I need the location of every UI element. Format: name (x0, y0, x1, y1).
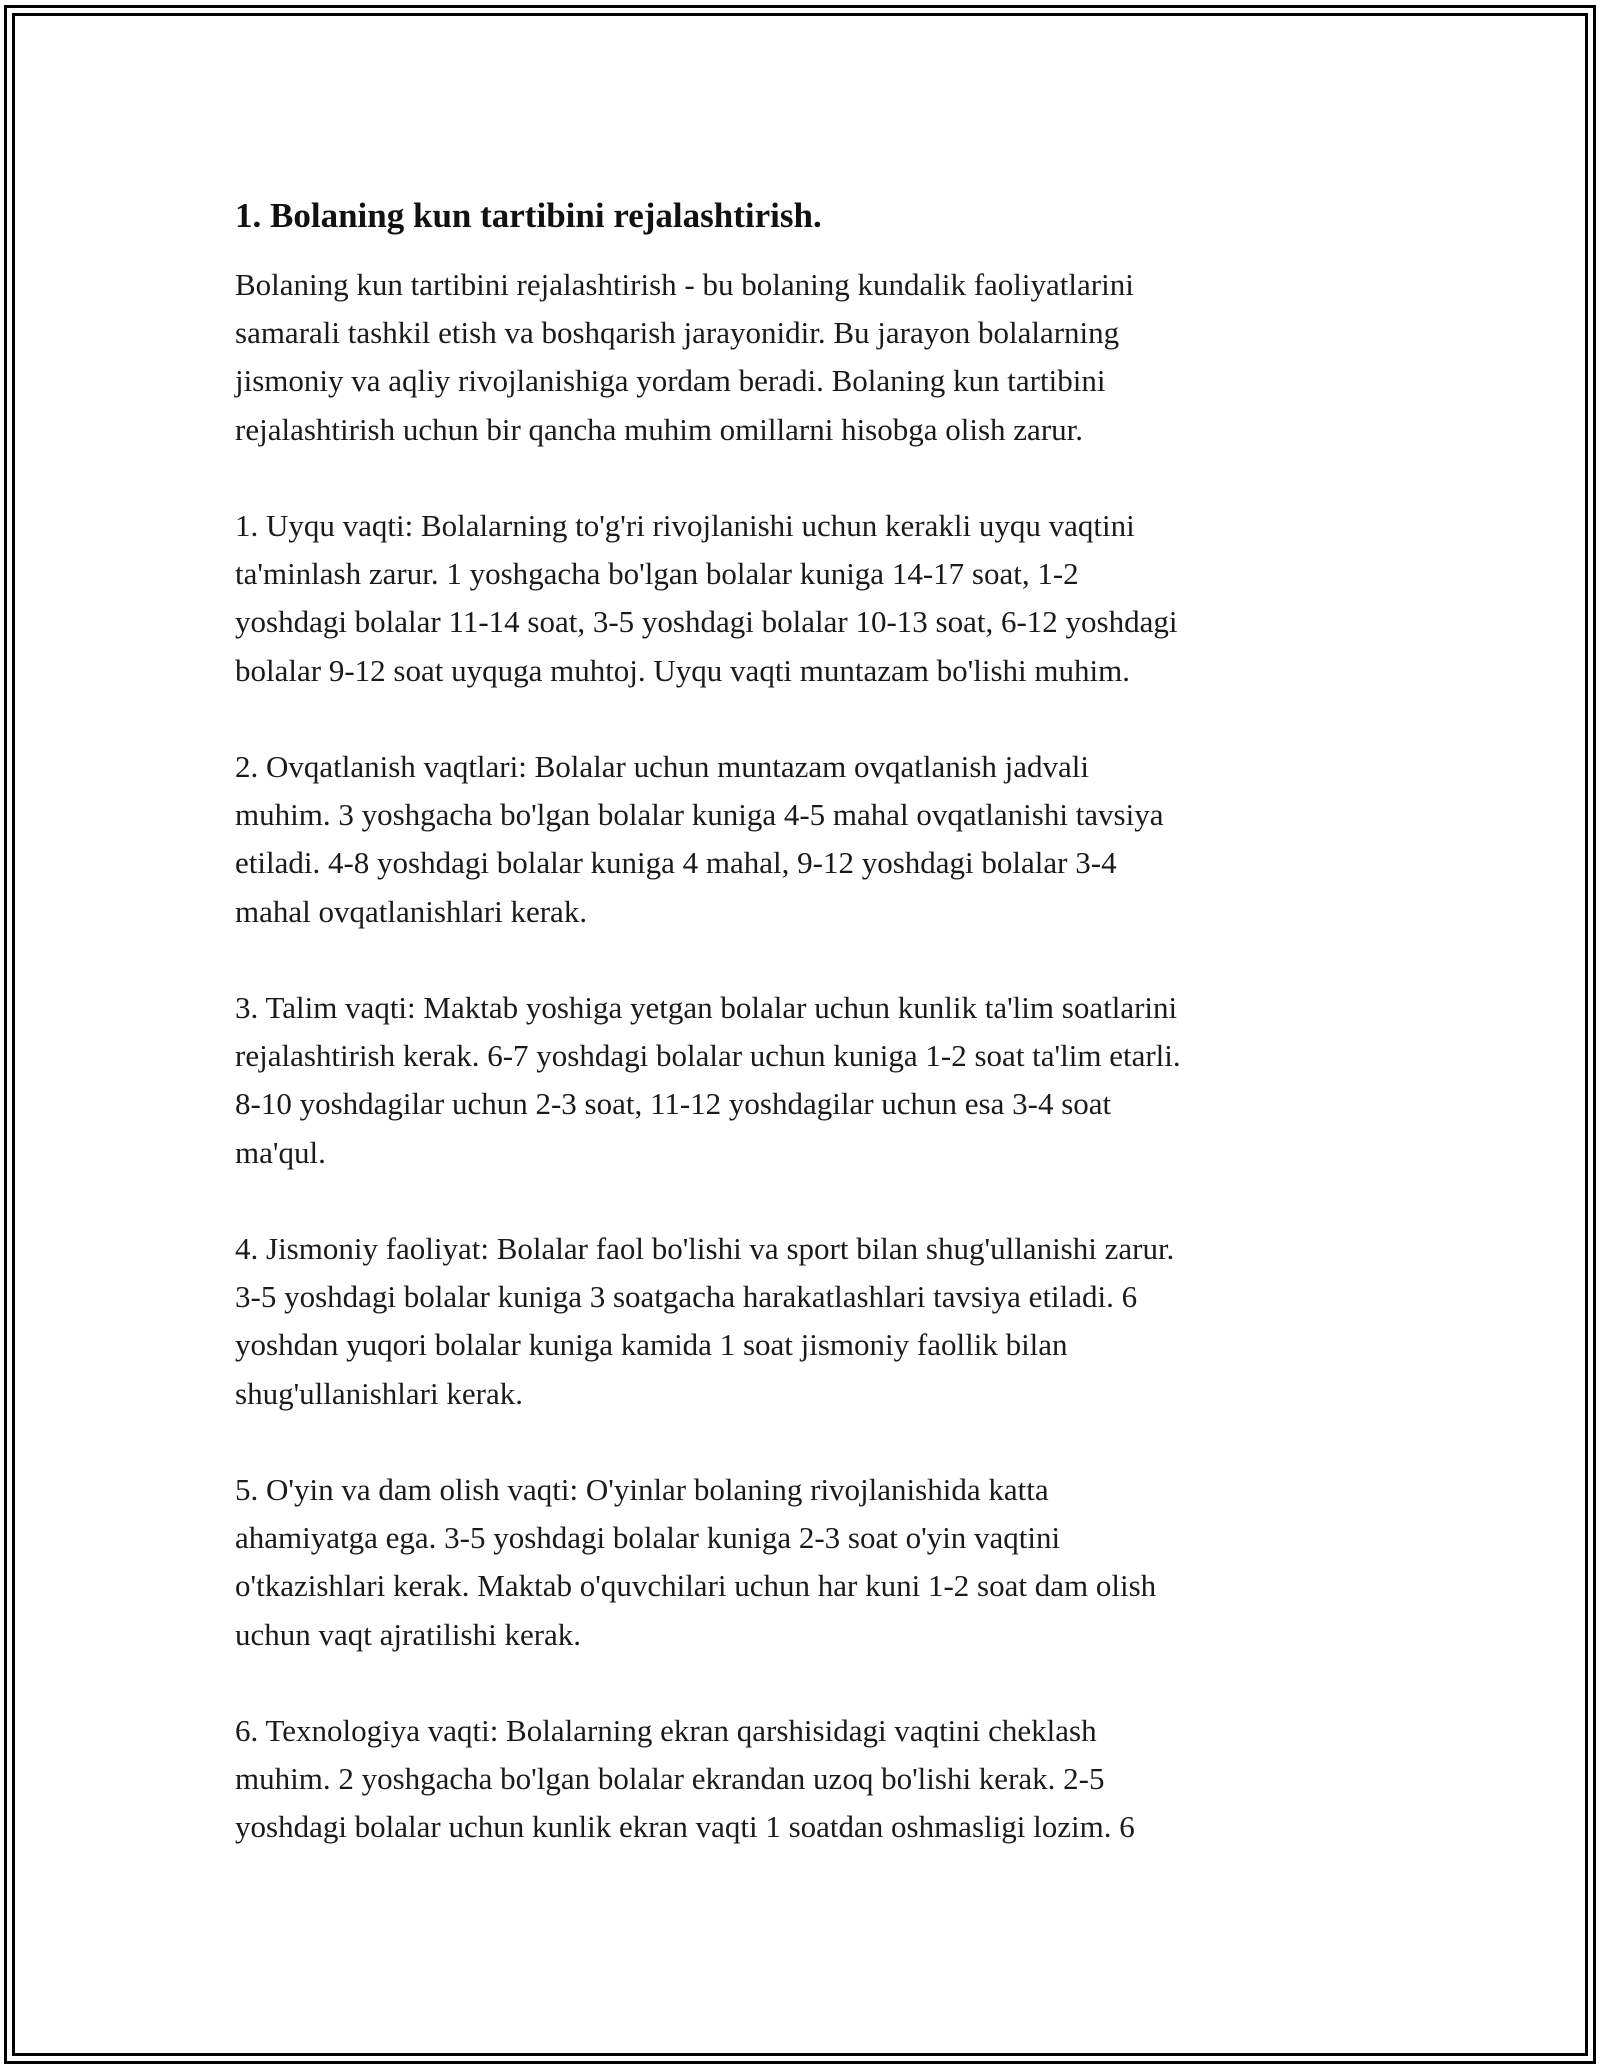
list-item-paragraph (235, 1707, 1365, 1852)
text-line: uchun vaqt ajratilishi kerak. (235, 1616, 582, 1652)
text-line: ma'qul. (235, 1134, 326, 1170)
list-item-paragraph (235, 1225, 1365, 1418)
text-line: yoshdagi bolalar uchun kunlik ekran vaqti 1 soatdan oshmasligi lozim. 6 (235, 1809, 1135, 1845)
text-line: 6. Texnologiya vaqti: Bolalarning ekran qarshisidagi vaqtini cheklash (235, 1713, 1097, 1748)
intro-paragraph (235, 261, 1365, 454)
text-line: muhim. 3 yoshgacha bo'lgan bolalar kuniga 4-5 mahal ovqatlanishi tavsiya (235, 797, 1164, 833)
text-line: samarali tashkil etish va boshqarish jarayonidir. Bu jarayon bolalarning (235, 315, 1120, 351)
text-line: yoshdan yuqori bolalar kuniga kamida 1 soat jismoniy faollik bilan (235, 1327, 1068, 1363)
text-line: 3. Talim vaqti: Maktab yoshiga yetgan bolalar uchun kunlik ta'lim soatlarini (235, 990, 1178, 1025)
text-line: 2. Ovqatlanish vaqtlari: Bolalar uchun muntazam ovqatlanish jadvali (235, 749, 1089, 784)
paragraph-list (235, 261, 1365, 1852)
text-line: bolalar 9-12 soat uyquga muhtoj. Uyqu vaqti muntazam bo'lishi muhim. (235, 652, 1130, 688)
text-line: ahamiyatga ega. 3-5 yoshdagi bolalar kuniga 2-3 soat o'yin vaqtini (235, 1520, 1061, 1556)
text-line: shug'ullanishlari kerak. (235, 1375, 523, 1411)
text-line: o'tkazishlari kerak. Maktab o'quvchilari uchun har kuni 1-2 soat dam olish (235, 1568, 1157, 1604)
text-line: muhim. 2 yoshgacha bo'lgan bolalar ekrandan uzoq bo'lishi kerak. 2-5 (235, 1761, 1105, 1797)
text-line: mahal ovqatlanishlari kerak. (235, 893, 588, 929)
text-line: etiladi. 4-8 yoshdagi bolalar kuniga 4 mahal, 9-12 yoshdagi bolalar 3-4 (235, 845, 1117, 881)
text-line: 3-5 yoshdagi bolalar kuniga 3 soatgacha harakatlashlari tavsiya etiladi. 6 (235, 1279, 1138, 1315)
list-item-paragraph (235, 1466, 1365, 1659)
text-line: 5. O'yin va dam olish vaqti: O'yinlar bolaning rivojlanishida katta (235, 1472, 1049, 1507)
text-line: rejalashtirish uchun bir qancha muhim omillarni hisobga olish zarur. (235, 411, 1084, 447)
list-item-paragraph (235, 743, 1365, 936)
text-line: ta'minlash zarur. 1 yoshgacha bo'lgan bolalar kuniga 14-17 soat, 1-2 (235, 556, 1079, 592)
text-line: yoshdagi bolalar 11-14 soat, 3-5 yoshdagi bolalar 10-13 soat, 6-12 yoshdagi (235, 604, 1178, 640)
text-line: 8-10 yoshdagilar uchun 2-3 soat, 11-12 yoshdagilar uchun esa 3-4 soat (235, 1086, 1112, 1122)
text-line: jismoniy va aqliy rivojlanishiga yordam beradi. Bolaning kun tartibini (235, 363, 1106, 399)
text-line: Bolaning kun tartibini rejalashtirish - bu bolaning kundalik faoliyatlarini (235, 267, 1134, 302)
page-title: 1. Bolaning kun tartibini rejalashtirish. (235, 196, 822, 235)
list-item-paragraph (235, 984, 1365, 1177)
text-line: 4. Jismoniy faoliyat: Bolalar faol bo'lishi va sport bilan shug'ullanishi zarur. (235, 1231, 1175, 1266)
list-item-paragraph (235, 502, 1365, 695)
text-line: 1. Uyqu vaqti: Bolalarning to'g'ri rivojlanishi uchun kerakli uyqu vaqtini (235, 508, 1135, 543)
document-body (235, 185, 1365, 1852)
text-line: rejalashtirish kerak. 6-7 yoshdagi bolalar uchun kuniga 1-2 soat ta'lim etarli. (235, 1038, 1181, 1074)
